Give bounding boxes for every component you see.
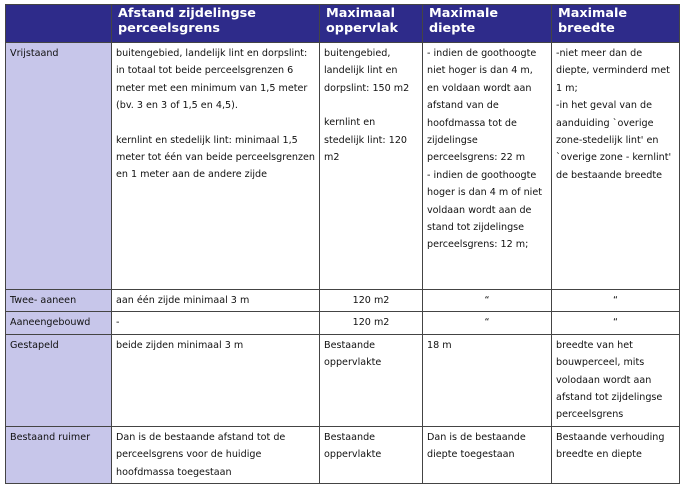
cell-afstand: beide zijden minimaal 3 m — [112, 334, 320, 426]
cell-text: -niet meer dan de diepte, verminderd met 1 m; -in het geval van de aanduiding `overige zone-stedelijk lint' en `overige zone - kernlint' de bestaande breedte — [556, 48, 672, 181]
table-row — [6, 312, 680, 334]
cell-oppervlak: 120 m2 — [320, 290, 423, 312]
table-row — [6, 334, 680, 426]
paragraph-gap — [116, 115, 315, 132]
header-row — [6, 5, 680, 43]
cell-breedte: “ — [552, 290, 680, 312]
header-oppervlak: Maximaal oppervlak — [320, 5, 423, 43]
row-label: Gestapeld — [6, 334, 112, 426]
cell-text: kernlint en stedelijk lint: minimaal 1,5 meter tot één van beide perceelsgrenzen en 1 meter aan de andere zijde — [116, 134, 315, 181]
header-breedte: Maximale breedte — [552, 5, 680, 43]
cell-oppervlak — [320, 43, 423, 290]
cell-oppervlak: Bestaande oppervlakte — [320, 426, 423, 483]
cell-afstand: Dan is de bestaande afstand tot de perceelsgrens voor de huidige hoofdmassa toegestaan — [112, 426, 320, 483]
cell-diepte: Dan is de bestaande diepte toegestaan — [423, 426, 552, 483]
table-row — [6, 290, 680, 312]
row-label: Vrijstaand — [6, 43, 112, 290]
cell-breedte — [552, 43, 680, 290]
cell-breedte: Bestaande verhouding breedte en diepte — [552, 426, 680, 483]
cell-diepte: “ — [423, 290, 552, 312]
row-label: Bestaand ruimer — [6, 426, 112, 483]
cell-text: kernlint en stedelijk lint: 120 m2 — [324, 117, 408, 164]
regulation-table — [5, 4, 680, 484]
cell-breedte: breedte van het bouwperceel, mits volodaan wordt aan afstand tot zijdelingse perceelsgrens — [552, 334, 680, 426]
table-row — [6, 426, 680, 483]
cell-afstand: aan één zijde minimaal 3 m — [112, 290, 320, 312]
cell-afstand: - — [112, 312, 320, 334]
cell-diepte — [423, 43, 552, 290]
cell-text: buitengebied, landelijk lint en dorpslint: in totaal tot beide perceelsgrenzen 6 meter met een minimum van 1,5 meter (bv. 3 en 3 of 1,5 en 4,5). — [116, 48, 308, 112]
cell-diepte: 18 m — [423, 334, 552, 426]
regulation-table-frame — [5, 4, 679, 478]
cell-oppervlak: Bestaande oppervlakte — [320, 334, 423, 426]
cell-afstand — [112, 43, 320, 290]
header-diepte: Maximale diepte — [423, 5, 552, 43]
cell-text: buitengebied, landelijk lint en dorpslint: 150 m2 — [324, 48, 410, 94]
cell-oppervlak: 120 m2 — [320, 312, 423, 334]
header-empty — [6, 5, 112, 43]
table-row — [6, 43, 680, 290]
cell-diepte: “ — [423, 312, 552, 334]
row-label: Twee- aaneen — [6, 290, 112, 312]
cell-text: - indien de goothoogte niet hoger is dan 4 m, en voldaan wordt aan afstand van de hoofdmassa tot de zijdelingse perceelsgrens: 22 m - indien de goothoogte hoger is dan 4 m of niet voldaan wordt aan de stand tot zijdelingse perceelsgrens: 12 m; — [427, 48, 543, 251]
header-afstand: Afstand zijdelingse perceelsgrens — [112, 5, 320, 43]
cell-breedte: “ — [552, 312, 680, 334]
row-label: Aaneengebouwd — [6, 312, 112, 334]
paragraph-gap — [324, 97, 418, 114]
